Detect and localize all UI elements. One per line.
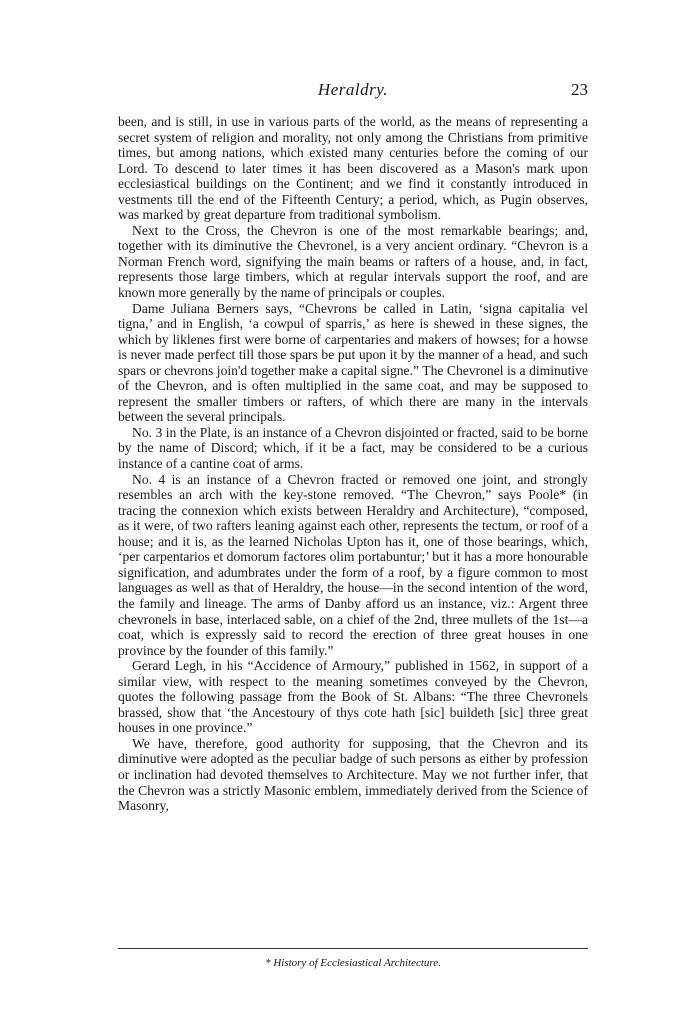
- page-header: [118, 80, 588, 106]
- footnote-rule: [118, 948, 588, 949]
- body-text: [118, 114, 588, 814]
- paragraph: been, and is still, in use in various parts of the world, as the means of representing a secret system of religion and morality, not only among the Christians from primitive times, but among nations, which existed many centuries before the coming of our Lord. To descend to later times it has been discovered as a Mason's mark upon ecclesiastical buildings on the Continent; and we find it constantly introduced in vestments till the end of the Fifteenth Century; a period, which, as Pugin observes, was marked by great departure from traditional symbolism.: [118, 114, 588, 223]
- page-number: 23: [571, 80, 588, 99]
- running-title: Heraldry.: [317, 80, 389, 99]
- paragraph: We have, therefore, good authority for supposing, that the Chevron and its diminutive were adopted as the peculiar badge of such persons as either by profession or inclination had devoted themselves to Architecture. May we not further infer, that the Chevron was a strictly Masonic emblem, immediately derived from the Science of Masonry,: [118, 735, 588, 814]
- paragraph: No. 4 is an instance of a Chevron fracted or removed one joint, and strongly resembles an arch with the key-stone removed. “The Chevron,” says Poole* (in tracing the connexion which exists between Heraldry and Architecture), “composed, as it were, of two rafters leaning against each other, represents the tectum, or roof of a house; and it is, as the learned Nicholas Upton has it, one of those bearings, which, ‘per carpentarios et domorum factores olim portabuntur;’ but it has a more honourable signification, and adumbrates under the form of a roof, by a figure common to most languages as well as that of Heraldry, the house—in the second intention of the word, the family and lineage. The arms of Danby afford us an instance, viz.: Argent three chevronels in base, interlaced sable, on a chief of the 2nd, three mullets of the 1st—a coat, which is expressly said to record the erection of three great houses in one province by the founder of this family.”: [118, 471, 588, 658]
- paragraph: No. 3 in the Plate, is an instance of a Chevron disjointed or fracted, said to be borne by the name of Discord; which, if it be a fact, may be considered to be a curious instance of a cantine coat of arms.: [118, 424, 588, 472]
- paragraph: Next to the Cross, the Chevron is one of the most remarkable bearings; and, together with its diminutive the Chevronel, is a very ancient ordinary. “Chevron is a Norman French word, signifying the main beams or rafters of a house, and, in fact, represents those large timbers, which at regular intervals support the roof, and are known more generally by the name of principals or couples.: [118, 222, 588, 301]
- footnote: * History of Ecclesiastical Architecture.: [265, 957, 441, 969]
- paragraph: Gerard Legh, in his “Accidence of Armoury,” published in 1562, in support of a similar view, with respect to the meaning sometimes conveyed by the Chevron, quotes the following passage from the Book of St. Albans: “The three Chevronels brassed, show that ‘the Ancestoury of thys cote hath [sic] buildeth [sic] three great houses in one province.”: [118, 658, 588, 736]
- paragraph: Dame Juliana Berners says, “Chevrons be called in Latin, ‘signa capitalia vel tigna,’ and in English, ‘a cowpul of sparris,’ as here is shewed in these signes, the which by liklenes first were borne of carpentaries and makers of howses; for a howse is never made perfect till those spars be put upon it by the manner of a head, and such spars or chevrons join'd together make a capital signe.” The Chevronel is a diminutive of the Chevron, and is often multiplied in the same coat, and may be supposed to represent the smaller timbers or rafters, of which there are many in the intervals between the several principals.: [118, 300, 588, 425]
